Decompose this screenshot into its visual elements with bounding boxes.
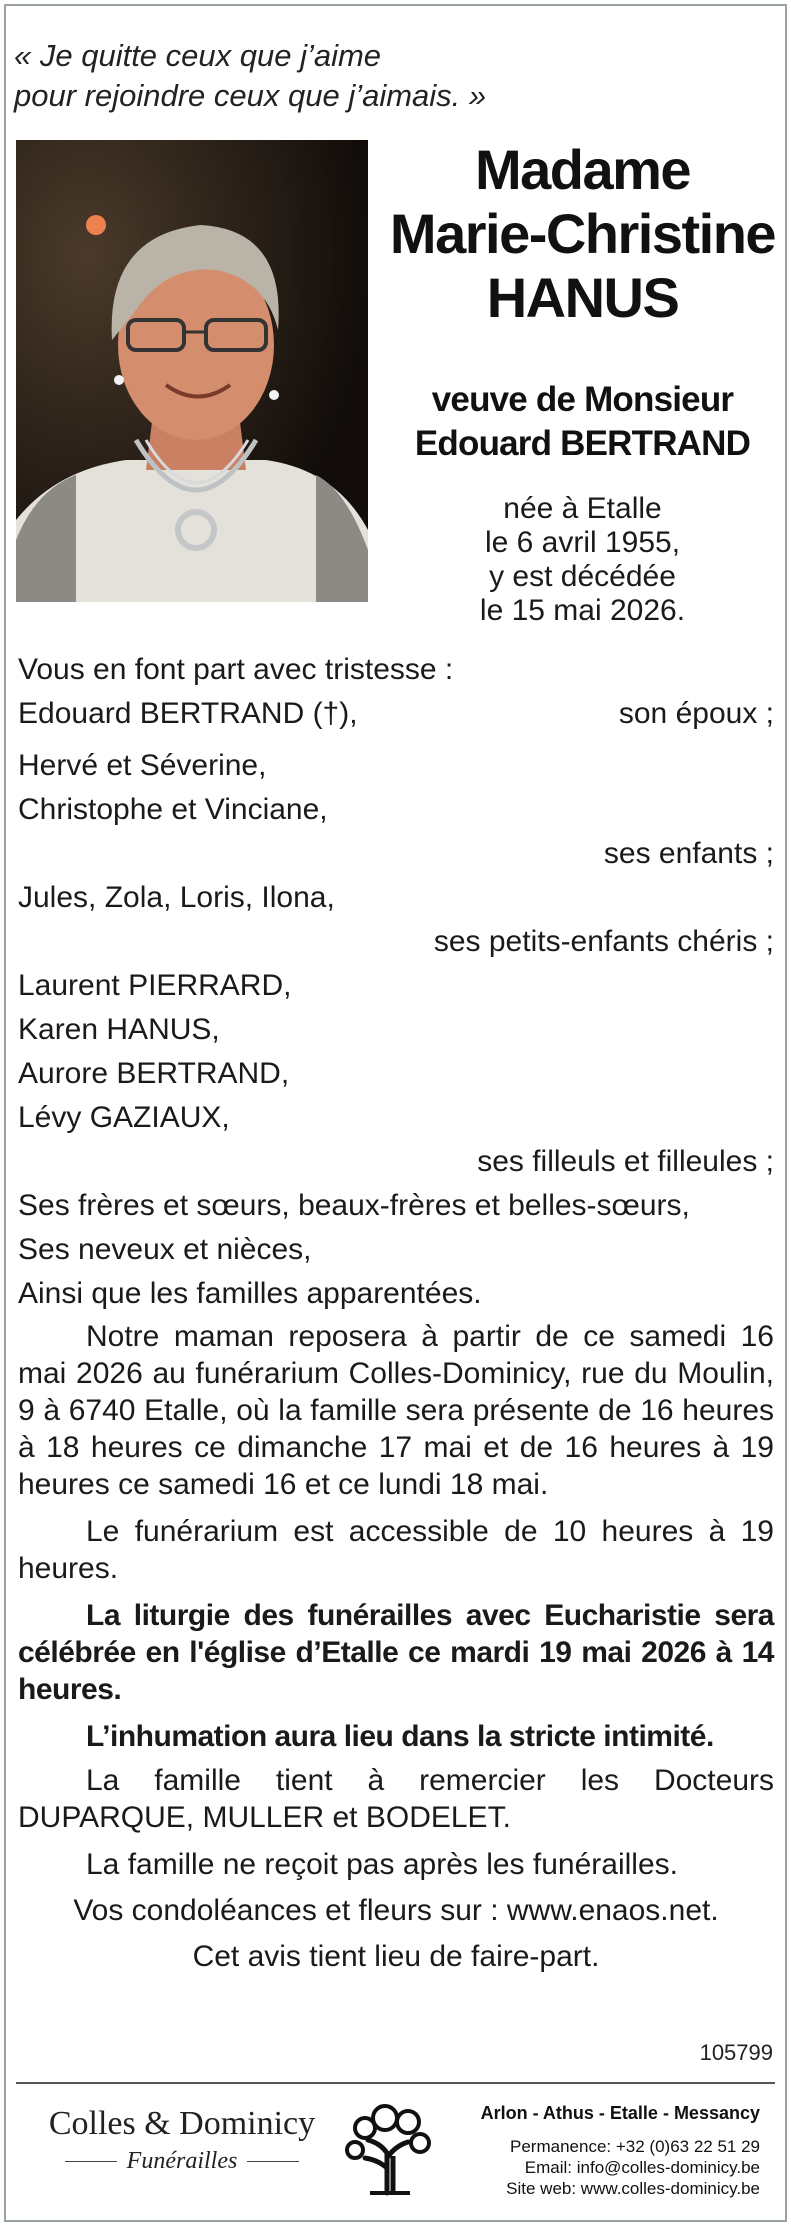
funeral-home-brand: Colles & Dominicy [48, 2105, 316, 2142]
child-2: Christophe et Vinciane, [18, 793, 328, 826]
funeral-home-website: Site web: www.colles-dominicy.be [506, 2179, 760, 2198]
widow-line-1: veuve de Monsieur [431, 380, 734, 419]
grandchildren-role: ses petits-enfants chéris ; [433, 925, 774, 958]
nephews-line: Ses neveux et nièces, [18, 1233, 312, 1266]
funeral-home-logo [32, 2102, 332, 2175]
spouse-row [18, 692, 774, 736]
portrait-illustration [16, 140, 368, 602]
funeral-home-cities: Arlon - Athus - Etalle - Messancy [480, 2103, 760, 2123]
opening-quote [14, 36, 574, 116]
siblings-line: Ses frères et sœurs, beaux-frères et belles-sœurs, [18, 1189, 690, 1222]
quote-line-2: pour rejoindre ceux que j’aimais. » [14, 78, 487, 113]
spouse-name: Edouard BERTRAND (†), [18, 697, 358, 730]
widow-line-2: Edouard BERTRAND [414, 424, 751, 463]
birth-line-3: y est décédée [489, 560, 676, 593]
quote-line-1: « Je quitte ceux que j’aime [14, 38, 382, 73]
godchildren-role: ses filleuls et filleules ; [477, 1145, 774, 1178]
birth-line-4: le 15 mai 2026. [479, 594, 686, 627]
funeral-home-phone: Permanence: +32 (0)63 22 51 29 [510, 2137, 760, 2156]
godchild-3: Aurore BERTRAND, [18, 1057, 290, 1090]
birth-line-1: née à Etalle [503, 492, 662, 525]
grandchildren: Jules, Zola, Loris, Ilona, [18, 881, 335, 914]
spouse-role: son époux ; [618, 697, 774, 730]
intro-line: Vous en font part avec tristesse : [18, 653, 454, 686]
tree-logo-icon [340, 2098, 440, 2198]
funeral-home-email: Email: info@colles-dominicy.be [524, 2158, 760, 2177]
relatives-line: Ainsi que les familles apparentées. [18, 1277, 482, 1310]
widow-of [380, 378, 785, 466]
access-notice: Le funérarium est accessible de 10 heures à 19 heures. [18, 1515, 774, 1585]
announcement-body [18, 648, 774, 1980]
condolences-notice: Vos condoléances et fleurs sur : www.enaos.net. [73, 1894, 719, 1927]
liturgy-notice: La liturgie des funérailles avec Eucharistie sera célébrée en l'église d’Etalle ce mardi 19 mai 2026 à 14 heures. [18, 1599, 774, 1706]
thanks-notice: La famille tient à remercier les Docteurs DUPARQUE, MULLER et BODELET. [18, 1764, 774, 1834]
birth-death-info [380, 492, 785, 628]
godchild-2: Karen HANUS, [18, 1013, 220, 1046]
portrait-photo [16, 140, 368, 602]
birth-line-2: le 6 avril 1955, [484, 526, 681, 559]
faire-part-notice: Cet avis tient lieu de faire-part. [192, 1940, 600, 1973]
no-visit-notice: La famille ne reçoit pas après les funérailles. [86, 1848, 678, 1881]
rest-notice: Notre maman reposera à partir de ce samedi 16 mai 2026 au funérarium Colles-Dominicy, rue du Moulin, 9 à 6740 Etalle, où la famille sera présente de 16 heures à 18 heures ce dimanche 17 mai et de 16 heures à 19 heures ce samedi 16 et ce lundi 18 mai. [18, 1320, 774, 1501]
name-last: HANUS [486, 266, 679, 329]
deceased-name [380, 138, 785, 330]
funeral-home-subtitle: Funérailles [126, 2148, 238, 2174]
children-role: ses enfants ; [603, 837, 774, 870]
funeral-home-contact [446, 2100, 760, 2199]
name-first: Marie-Christine [389, 202, 776, 265]
reference-number: 105799 [699, 2040, 773, 2065]
godchild-1: Laurent PIERRARD, [18, 969, 292, 1002]
footer-divider [16, 2082, 775, 2084]
name-title: Madame [474, 138, 691, 201]
child-1: Hervé et Séverine, [18, 749, 267, 782]
burial-notice: L’inhumation aura lieu dans la stricte intimité. [86, 1720, 714, 1753]
godchild-4: Lévy GAZIAUX, [18, 1101, 230, 1134]
